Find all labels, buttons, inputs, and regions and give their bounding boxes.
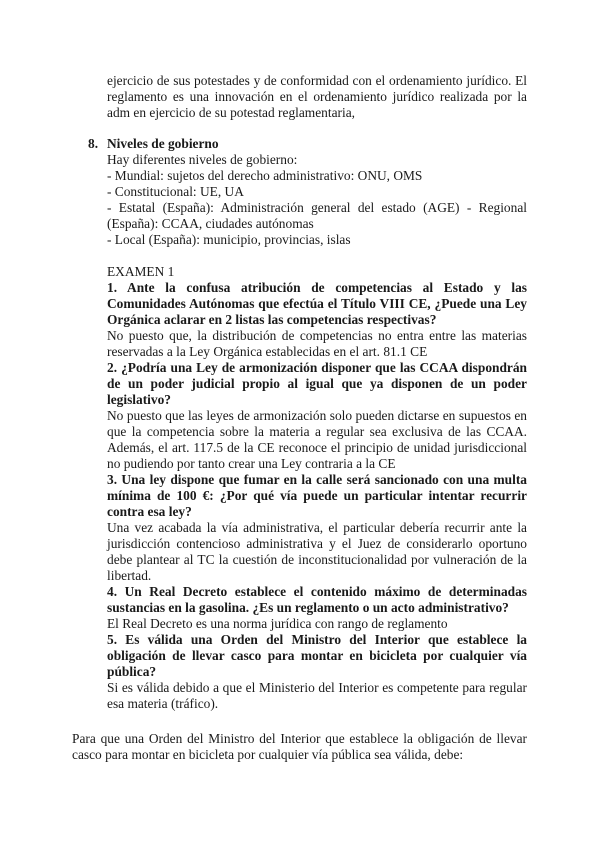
- intro-paragraph: ejercicio de sus potestades y de conformidad con el ordenamiento jurídico. El reglamento es una innovación en el ordenamiento jurídico realizada por la adm en ejercicio de su potestad reglamentaria,: [107, 73, 527, 120]
- question-5: 5. Es válida una Orden del Ministro del Interior que establece la obligación de llevar casco para montar en bicicleta por cualquier vía pública?: [107, 632, 527, 679]
- section-number: 8.: [88, 136, 99, 151]
- answer-2: No puesto que las leyes de armonización solo pueden dictarse en supuestos en que la competencia sobre la materia a regular sea exclusiva de las CCAA. Además, el art. 117.5 de la CE reconoce el principio de unidad jurisdiccional no pudiendo por tanto crear una Ley contraria a la CE: [107, 408, 527, 471]
- answer-5: Si es válida debido a que el Ministerio del Interior es competente para regular esa materia (tráfico).: [107, 680, 527, 711]
- question-4: 4. Un Real Decreto establece el contenido máximo de determinadas sustancias en la gasolina. ¿Es un reglamento o un acto administrativo?: [107, 584, 527, 615]
- exam-section: [107, 264, 527, 712]
- list-item: - Mundial: sujetos del derecho administrativo: ONU, OMS: [107, 168, 423, 183]
- final-paragraph: Para que una Orden del Ministro del Interior que establece la obligación de llevar casco para montar en bicicleta por cualquier vía pública sea válida, debe:: [72, 731, 527, 762]
- question-1: 1. Ante la confusa atribución de competencias al Estado y las Comunidades Autónomas que efectúa el Título VIII CE, ¿Puede una Ley Orgánica aclarar en 2 listas las competencias respectivas?: [107, 280, 527, 327]
- section-intro: Hay diferentes niveles de gobierno:: [107, 152, 298, 167]
- list-item: - Constitucional: UE, UA: [107, 184, 244, 199]
- question-2: 2. ¿Podría una Ley de armonización disponer que las CCAA dispondrán de un poder judicial propio al igual que ya disponen de un poder legislativo?: [107, 360, 527, 407]
- exam-title: EXAMEN 1: [107, 264, 175, 279]
- list-item: - Local (España): municipio, provincias, islas: [107, 232, 351, 247]
- answer-4: El Real Decreto es una norma jurídica con rango de reglamento: [107, 616, 448, 631]
- answer-3: Una vez acabada la vía administrativa, el particular debería recurrir ante la jurisdicción contencioso administrativa y el Juez de considerarlo oportuno debe plantear al TC la cuestión de inconstitucionalidad por vulneración de la libertad.: [107, 520, 527, 583]
- section-heading: Niveles de gobierno: [107, 136, 219, 151]
- list-item: - Estatal (España): Administración general del estado (AGE) - Regional (España): CCAA, ciudades autónomas: [107, 200, 527, 231]
- answer-1: No puesto que, la distribución de competencias no entra entre las materias reservadas a la Ley Orgánica establecidas en el art. 81.1 CE: [107, 328, 527, 359]
- section-niveles-de-gobierno: [107, 136, 527, 248]
- question-3: 3. Una ley dispone que fumar en la calle será sancionado con una multa mínima de 100 €: ¿Por qué vía puede un particular intentar recurrir contra esa ley?: [107, 472, 527, 519]
